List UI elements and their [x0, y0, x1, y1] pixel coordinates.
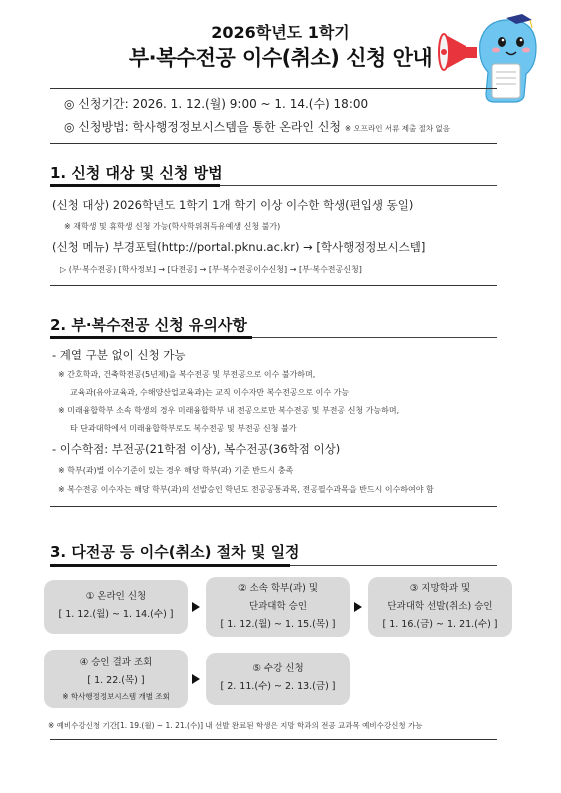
- step4-note: ※ 학사행정정보시스템 개별 조회: [62, 692, 170, 701]
- step2-date: [ 1. 12.(월) ~ 1. 15.(목) ]: [220, 619, 336, 630]
- section2-rule: [50, 506, 497, 507]
- step2-title2: 단과대학 승인: [248, 601, 308, 612]
- header-rule: [50, 88, 497, 89]
- section2-note2a: ※ 학부(과)별 이수기준이 있는 경우 해당 학부(과) 기준 반드시 충족: [58, 466, 294, 475]
- step1-title: ① 온라인 신청: [85, 591, 147, 602]
- section2-note2b: ※ 복수전공 이수자는 해당 학부(과)의 선발승인 학년도 전공공통과목, 전공필수과목을 반드시 이수하여야 함: [58, 485, 434, 494]
- section1-title-bar: [50, 184, 220, 187]
- section2-note1b: 교육과(유아교육과, 수해양산업교육과)는 교직 이수자만 복수전공으로 이수 가능: [70, 388, 350, 397]
- step-box-4: [44, 650, 188, 708]
- step-box-2: [206, 577, 350, 637]
- section1-menu-path: ▷ (부·복수전공) [학사정보] → [다전공] → [부·복수전공이수신청] → [부·복수전공신청]: [60, 265, 362, 274]
- section1-title: 1. 신청 대상 및 신청 방법: [50, 164, 223, 182]
- step5-date: [ 2. 11.(수) ~ 2. 13.(금) ]: [220, 681, 336, 692]
- arrow-right-icon: [192, 602, 200, 612]
- step1-date: [ 1. 12.(월) ~ 1. 14.(수) ]: [58, 609, 174, 620]
- section2-note1c: ※ 미래융합학부 소속 학생의 경우 미래융합학부 내 전공으로만 복수전공 및 부전공 신청 가능하며,: [58, 406, 400, 415]
- application-method-note: ※ 오프라인 서류 제출 절차 없음: [344, 124, 451, 133]
- section2-item1: - 계열 구분 없이 신청 가능: [52, 348, 186, 362]
- step4-title: ④ 승인 결과 조회: [79, 657, 153, 668]
- section2-note1d: 타 단과대학에서 미래융합학부로도 복수전공 및 부전공 신청 불가: [70, 424, 297, 433]
- section1-menu: (신청 메뉴) 부경포털(http://portal.pknu.ac.kr) → [학사행정정보시스템]: [52, 240, 426, 254]
- application-method: [64, 118, 450, 135]
- section2-title: 2. 부·복수전공 신청 유의사항: [50, 316, 247, 334]
- whale-mascot-icon: [436, 12, 546, 104]
- info-rule: [50, 143, 497, 144]
- step-box-1: [44, 580, 188, 634]
- arrow-right-icon: [354, 602, 362, 612]
- step-box-3: [368, 577, 512, 637]
- section1-target: (신청 대상) 2026학년도 1학기 1개 학기 이상 이수한 학생(편입생 동일): [52, 198, 414, 212]
- megaphone-icon: [439, 34, 477, 70]
- section1-target-note: ※ 재학생 및 휴학생 신청 가능(학사학위취득유예생 신청 불가): [64, 222, 281, 231]
- application-method-text: ◎ 신청방법: 학사행정정보시스템을 통한 온라인 신청: [64, 120, 342, 134]
- section3-footnote: ※ 예비수강신청 기간[1. 19.(월) ~ 1. 21.(수)] 내 선발 완료된 학생은 지망 학과의 전공 교과목 예비수강신청 가능: [48, 721, 423, 730]
- step3-title2: 단과대학 선발(취소) 승인: [387, 601, 493, 612]
- step5-title: ⑤ 수강 신청: [252, 663, 304, 674]
- step3-title: ③ 지망학과 및: [409, 583, 471, 594]
- section3-title: 3. 다전공 등 이수(취소) 절차 및 일정: [50, 543, 300, 561]
- section1-rule: [50, 285, 497, 286]
- step4-date: [ 1. 22.(목) ]: [87, 675, 145, 686]
- application-period: ◎ 신청기간: 2026. 1. 12.(월) 9:00 ~ 1. 14.(수) 18:00: [64, 97, 369, 111]
- step-box-5: [206, 653, 350, 705]
- section3-rule: [50, 739, 497, 740]
- arrow-right-icon: [192, 674, 200, 684]
- section1-title-line: [220, 185, 497, 186]
- semester-heading: 2026학년도 1학기: [211, 23, 350, 42]
- step3-date: [ 1. 16.(금) ~ 1. 21.(수) ]: [382, 619, 498, 630]
- section2-note1a: ※ 간호학과, 건축학전공(5년제)을 복수전공 및 부전공으로 이수 불가하며,: [58, 370, 316, 379]
- page-title: 부·복수전공 이수(취소) 신청 안내: [128, 46, 433, 70]
- section2-title-line: [252, 337, 497, 338]
- step2-title: ② 소속 학부(과) 및: [237, 583, 319, 594]
- section2-title-bar: [50, 336, 252, 339]
- section3-title-line: [290, 565, 497, 566]
- section3-title-bar: [50, 564, 290, 567]
- section2-item2: - 이수학점: 부전공(21학점 이상), 복수전공(36학점 이상): [52, 442, 341, 456]
